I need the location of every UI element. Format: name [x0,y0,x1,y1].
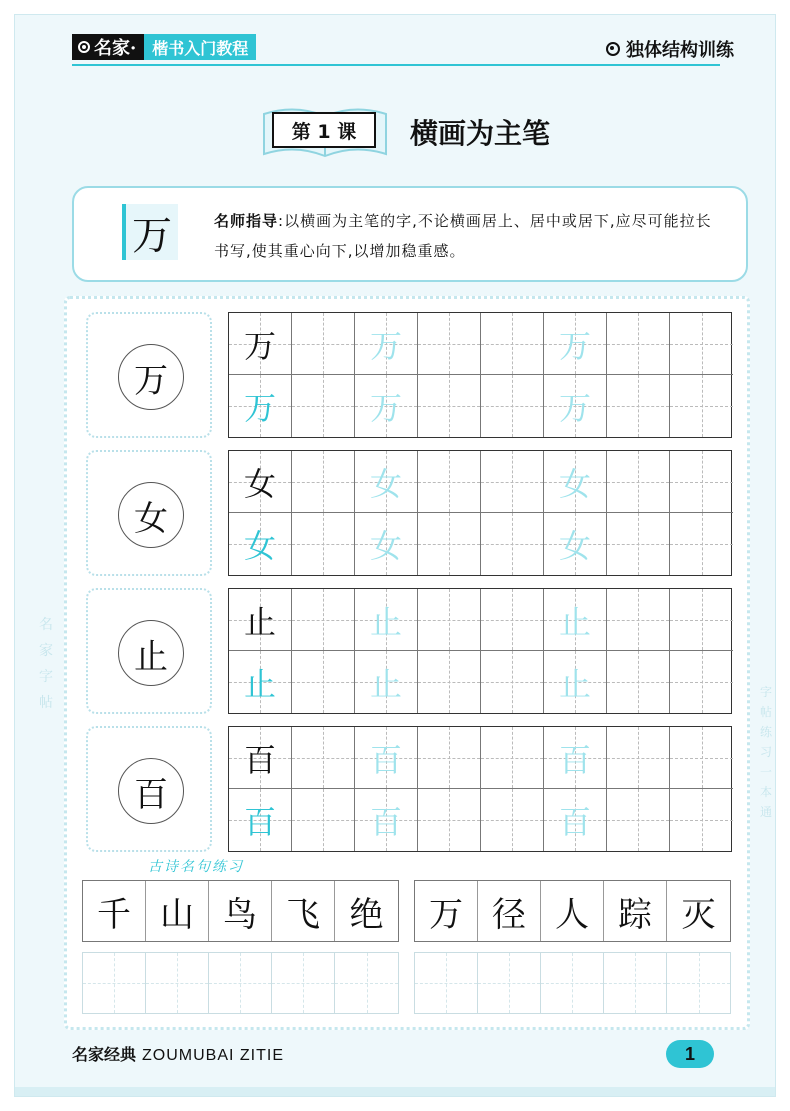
grid-cell[interactable] [418,589,481,651]
side-right-char: 习 [759,745,772,759]
poem-line-2 [414,880,731,942]
grid-cell[interactable] [670,651,733,713]
grid-cell[interactable] [607,513,670,575]
dot-icon [78,41,90,53]
brand-left-text: 名家· [94,38,137,59]
grid-cell[interactable] [418,651,481,713]
grid-cell[interactable] [544,651,607,713]
blank-practice-cell[interactable] [415,953,478,1013]
guide-char: 万 [122,204,178,260]
grid-char: 百 [558,803,591,841]
side-left-char: 字 [39,669,53,685]
grid-cell[interactable] [418,313,481,375]
blank-practice-cell[interactable] [604,953,667,1013]
grid-char: 女 [558,464,591,503]
char-card [86,726,212,852]
grid-cell[interactable] [292,789,355,851]
footer-brand-cn: 名家经典 [72,1045,137,1064]
grid-cell[interactable] [670,789,733,851]
blank-practice-2 [414,952,731,1014]
grid-cell[interactable] [481,727,544,789]
grid-cell[interactable] [229,589,292,651]
grid-cell[interactable] [481,375,544,437]
grid-cell[interactable] [607,651,670,713]
grid-cell[interactable] [418,375,481,437]
footer-brand-en: ZOUMUBAI ZITIE [142,1047,285,1064]
grid-cell[interactable] [544,589,607,651]
grid-char: 万 [558,389,591,427]
grid-char: 止 [369,602,402,641]
grid-char: 止 [369,665,402,703]
grid-char: 女 [369,464,402,503]
blank-practice-cell[interactable] [209,953,272,1013]
blank-practice-cell[interactable] [667,953,730,1013]
model-char: 女 [118,482,184,548]
grid-cell[interactable] [481,789,544,851]
brand-right: 楷书入门教程 [144,34,256,60]
grid-cell[interactable] [607,589,670,651]
guide-box [72,186,748,282]
section-title [606,36,734,62]
side-left-char: 家 [39,643,53,659]
blank-practice-1 [82,952,399,1014]
grid-cell[interactable] [607,313,670,375]
poem-char: 鸟 [209,881,272,941]
tian-grid [228,450,732,576]
side-right-char: 本 [759,785,772,799]
practice-row [86,312,736,438]
side-left-char: 名 [39,617,53,633]
page-number: 1 [666,1040,714,1068]
grid-cell[interactable] [418,513,481,575]
tian-grid [228,312,732,438]
side-right-char: 字 [759,685,772,699]
blank-practice-cell[interactable] [335,953,398,1013]
grid-cell[interactable] [607,789,670,851]
grid-cell[interactable] [670,375,733,437]
grid-cell[interactable] [292,313,355,375]
grid-cell[interactable] [292,513,355,575]
grid-cell[interactable] [229,789,292,851]
grid-cell[interactable] [418,789,481,851]
grid-cell[interactable] [544,727,607,789]
grid-char: 万 [243,389,276,427]
grid-cell[interactable] [544,789,607,851]
grid-char: 女 [558,527,591,565]
grid-cell[interactable] [292,375,355,437]
grid-char: 女 [243,464,276,503]
side-right-char: 一 [759,765,772,779]
grid-cell[interactable] [607,727,670,789]
poem-char: 径 [478,881,541,941]
char-card [86,312,212,438]
grid-cell[interactable] [355,651,418,713]
side-text-right [758,682,774,822]
grid-cell[interactable] [670,589,733,651]
grid-char: 百 [243,803,276,841]
side-right-char: 通 [759,805,772,819]
grid-char: 百 [369,740,402,779]
grid-char: 百 [558,740,591,779]
poem-char: 千 [83,881,146,941]
grid-cell[interactable] [355,589,418,651]
grid-cell[interactable] [355,789,418,851]
brand-left [72,34,144,60]
practice-row [86,726,736,852]
grid-cell[interactable] [544,313,607,375]
grid-cell[interactable] [355,313,418,375]
poem-line-1 [82,880,399,942]
grid-cell[interactable] [292,451,355,513]
char-card [86,588,212,714]
side-right-char: 帖 [759,705,772,719]
char-card [86,450,212,576]
guide-text [214,206,724,266]
grid-char: 万 [558,326,591,365]
grid-cell[interactable] [607,375,670,437]
lesson-number: 第 1 课 [272,112,376,148]
grid-char: 止 [558,665,591,703]
grid-cell[interactable] [355,727,418,789]
section-title-text: 独体结构训练 [626,40,734,61]
grid-cell[interactable] [355,451,418,513]
grid-cell[interactable] [670,313,733,375]
blank-practice-cell[interactable] [478,953,541,1013]
grid-cell[interactable] [229,513,292,575]
grid-cell[interactable] [418,451,481,513]
model-char: 万 [118,344,184,410]
dot-icon [606,42,620,56]
grid-char: 万 [369,389,402,427]
grid-cell[interactable] [544,513,607,575]
grid-cell[interactable] [292,651,355,713]
grid-cell[interactable] [229,451,292,513]
practice-row [86,450,736,576]
grid-cell[interactable] [229,375,292,437]
footer-brand [72,1042,284,1065]
grid-char: 女 [243,527,276,565]
blank-practice-cell[interactable] [146,953,209,1013]
grid-cell[interactable] [481,513,544,575]
header-divider [72,64,720,66]
grid-char: 万 [369,326,402,365]
grid-cell[interactable] [481,451,544,513]
grid-char: 百 [243,740,276,779]
grid-cell[interactable] [670,451,733,513]
poem-char: 万 [415,881,478,941]
grid-char: 百 [369,803,402,841]
grid-cell[interactable] [670,727,733,789]
grid-cell[interactable] [355,513,418,575]
grid-cell[interactable] [481,589,544,651]
bottom-band [15,1087,775,1097]
grid-char: 止 [243,665,276,703]
side-left-char: 帖 [39,695,53,711]
grid-cell[interactable] [481,313,544,375]
grid-cell[interactable] [229,651,292,713]
grid-char: 止 [558,602,591,641]
poem-char: 踪 [604,881,667,941]
model-char: 止 [118,620,184,686]
grid-cell[interactable] [481,651,544,713]
grid-cell[interactable] [292,589,355,651]
grid-cell[interactable] [229,727,292,789]
grid-cell[interactable] [670,513,733,575]
grid-cell[interactable] [292,727,355,789]
poem-label: 古诗名句练习 [148,859,244,875]
model-char: 百 [118,758,184,824]
poem-char: 灭 [681,894,716,935]
guide-label: 名师指导 [214,212,279,230]
grid-cell[interactable] [544,375,607,437]
side-right-char: 练 [759,725,772,739]
side-text-left [38,612,54,716]
grid-char: 止 [243,602,276,641]
blank-practice-cell[interactable] [83,953,146,1013]
brand-banner [72,34,294,60]
poem-char: 飞 [272,881,335,941]
poem-char: 人 [541,881,604,941]
grid-cell[interactable] [607,451,670,513]
tian-grid [228,726,732,852]
lesson-title: 横画为主笔 [410,117,551,150]
blank-practice-cell[interactable] [272,953,335,1013]
grid-cell[interactable] [418,727,481,789]
poem-char: 山 [146,881,209,941]
grid-cell[interactable] [355,375,418,437]
tian-grid [228,588,732,714]
grid-cell[interactable] [229,313,292,375]
blank-practice-cell[interactable] [541,953,604,1013]
grid-char: 万 [243,326,276,365]
grid-char: 女 [369,527,402,565]
guide-body: :以横画为主笔的字,不论横画居上、居中或居下,应尽可能拉长书写,使其重心向下,以增加稳重感。 [214,212,712,260]
practice-row [86,588,736,714]
poem-char: 绝 [349,894,384,935]
grid-cell[interactable] [544,451,607,513]
